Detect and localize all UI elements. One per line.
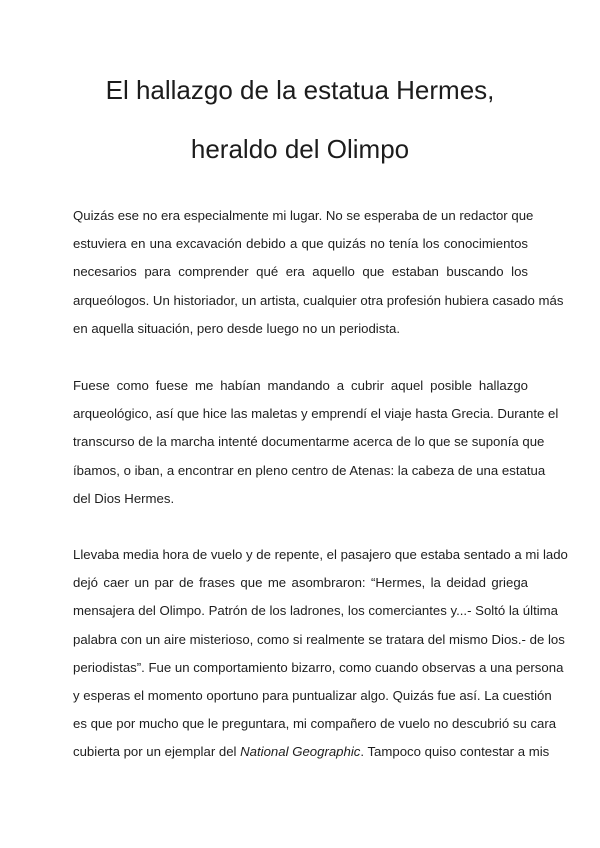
title-line-1: El hallazgo de la estatua Hermes, (105, 75, 495, 105)
paragraph-3 (73, 541, 568, 767)
paragraph-2 (73, 372, 559, 513)
text-line: Llevaba media hora de vuelo y de repente, el pasajero que estaba sentado a mi lado (73, 547, 568, 562)
paragraph-1 (73, 202, 564, 343)
text-line: periodistas”. Fue un comportamiento bizarro, como cuando observas a una persona (73, 659, 564, 675)
text-line: estuviera en una excavación debido a que quizás no tenía los conocimientos (73, 236, 528, 252)
title-line-2: heraldo del Olimpo (190, 134, 410, 164)
text-line: arqueólogos. Un historiador, un artista, cualquier otra profesión hubiera casado más (73, 292, 564, 308)
text-line: y esperas el momento oportuno para puntualizar algo. Quizás fue así. La cuestión (73, 687, 552, 703)
text-line: arqueológico, así que hice las maletas y emprendí el viaje hasta Grecia. Durante el (73, 406, 559, 422)
text-line: transcurso de la marcha intenté documentarme acerca de lo que se suponía que (73, 434, 545, 450)
text-line: mensajera del Olimpo. Patrón de los ladrones, los comerciantes y...- Soltó la última (73, 603, 558, 619)
text-fragment: . Tampoco quiso contestar a mis (360, 744, 550, 760)
text-fragment: cubierta por un ejemplar del (73, 744, 241, 760)
text-line: palabra con un aire misterioso, como si realmente se tratara del mismo Dios.- de los (73, 631, 565, 647)
text-line: es que por mucho que le preguntara, mi compañero de vuelo no descubrió su cara (73, 716, 557, 732)
text-line-with-italic (73, 738, 550, 766)
magazine-title: National Geographic (240, 744, 361, 760)
text-line: dejó caer un par de frases que me asombraron: “Hermes, la deidad griega (73, 575, 528, 591)
text-line: Quizás ese no era especialmente mi lugar. No se esperaba de un redactor que (73, 208, 534, 223)
text-line: del Dios Hermes. (73, 490, 175, 506)
text-line: íbamos, o iban, a encontrar en pleno centro de Atenas: la cabeza de una estatua (73, 462, 546, 478)
text-line: necesarios para comprender qué era aquello que estaban buscando los (73, 264, 528, 280)
text-line: en aquella situación, pero desde luego no un periodista. (73, 320, 400, 336)
text-line: Fuese como fuese me habían mandando a cubrir aquel posible hallazgo (73, 378, 528, 393)
